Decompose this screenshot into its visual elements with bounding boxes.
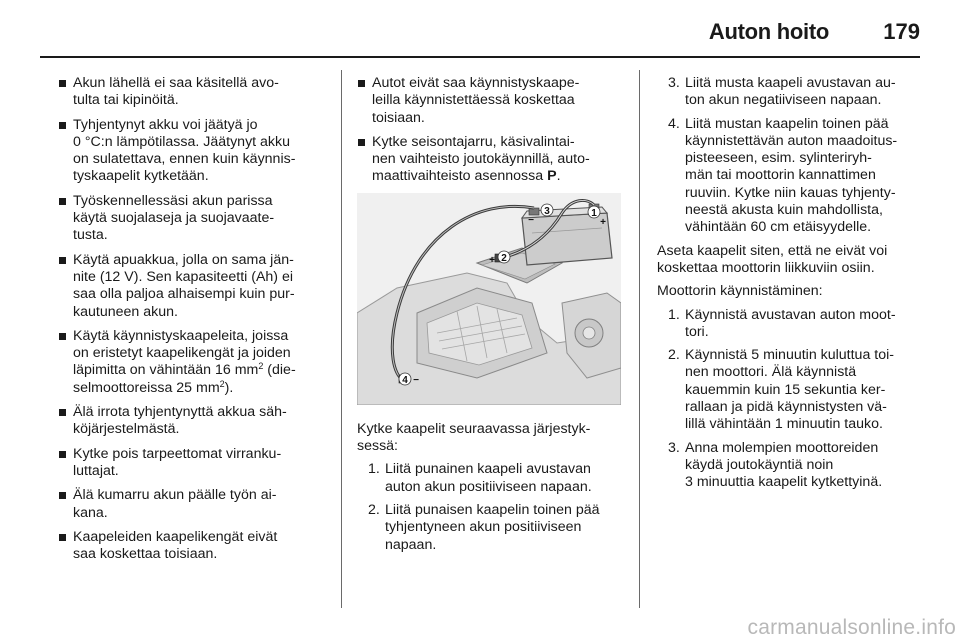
bullet-item: Kytke pois tarpeettomat virranku- luttajat. [58,446,324,481]
bullet-item: Kaapeleiden kaapelikengät eivät saa koskettaa toisiaan. [58,529,324,564]
jump-start-illustration [357,193,621,405]
bullet-item: Akun lähellä ei saa käsitellä avo- tulta tai kipinöitä. [58,75,324,110]
bullet-item-gear-position: Kytke seisontajarru, käsivalintai- nen vaihteisto joutokäynnillä, auto- maattivaihteisto asennossa P. [357,134,622,186]
safety-bullet-list [58,75,324,563]
bullet-item: Tyhjentynyt akku voi jäätyä jo 0 °C:n lämpötilassa. Jäätynyt akku on sulatettava, ennen kuin käynnis- tyskaapelit kytketään. [58,117,324,186]
preparation-bullet-list [357,75,622,186]
column-divider-2 [639,70,640,608]
column-divider-1 [341,70,342,608]
figure-label-4: 4 [402,374,408,386]
connection-order-intro: Kytke kaapelit seuraavassa järjestyk- sessä: [357,420,591,455]
connection-steps-list [357,461,622,553]
bullet-item: Työskennellessäsi akun parissa käytä suojalaseja ja suojavaate- tusta. [58,193,324,245]
cable-routing-note: Aseta kaapelit siten, että ne eivät voi koskettaa moottorin liikkuviin osiin. [657,242,888,276]
bullet-item: Autot eivät saa käynnistyskaape- leilla käynnistettäessä koskettaa toisiaan. [357,75,622,127]
column-3 [657,75,921,498]
engine-start-heading: Moottorin käynnistäminen: [657,283,823,300]
figure-label-1: 1 [591,207,597,219]
column-1 [58,75,324,570]
engine-bay-drawing [357,193,621,405]
bullet-item: Käytä apuakkua, jolla on sama jän- nite (12 V). Sen kapasiteetti (Ah) ei saa olla paljoa alhaisempi kuin pur- kautuneen akun. [58,252,324,321]
step-item: 3. Anna molempien moottoreiden käydä joutokäyntiä noin 3 minuuttia kaapelit kytkettyinä. [668,439,883,491]
figure-plus-sign-terminal: + [489,254,495,266]
page-number: 179 [883,19,920,44]
figure-label-2: 2 [501,252,507,264]
step-item: 1. Liitä punainen kaapeli avustavan auton akun positiiviseen napaan. [368,461,592,495]
header-rule [40,56,920,58]
bullet-item-cable-size: Käytä käynnistyskaapeleita, joissa on eristetyt kaapelikengät ja joiden läpimitta on vähintään 16 $mm^2$ (die- selmoottoreissa 25 $mm^2$). [58,328,324,397]
connection-steps-continued [657,75,921,237]
engine-start-steps-list [657,307,921,492]
watermark-text: carmanualsonline.info [747,616,956,639]
bullet-item: Älä irrota tyhjentynyttä akkua säh- köjärjestelmästä. [58,404,324,439]
step-item: 1. Käynnistä avustavan auton moot- tori. [668,306,896,340]
step-item: 4. Liitä mustan kaapelin toinen pää käynnistettävän auton maadoitus- pisteeseen, esim. sylinteriryh- män tai moottorin kannattimen ruuviin. Kytke niin kauas tyhjenty- neestä akusta kuin mahdollista, vähintään 60 cm etäisyydelle. [668,115,898,236]
figure-minus-sign-ground: − [413,374,419,386]
figure-plus-sign-battery: + [600,216,606,228]
step-item: 2. Käynnistä 5 minuutin kuluttua toi- nen moottori. Älä käynnistä kauemmin kuin 15 sekuntia ker- rallaan ja pidä käynnistysten vä- lillä vähintään 1 minuutin tauko. [668,347,894,433]
figure-label-3: 3 [544,205,550,217]
figure-minus-sign-battery: − [528,214,534,226]
bullet-item: Älä kumarru akun päälle työn ai- kana. [58,487,324,522]
column-2 [357,75,622,560]
step-item: 2. Liitä punaisen kaapelin toinen pää tyhjentyneen akun positiiviseen napaan. [368,501,600,553]
step-item: 3. Liitä musta kaapeli avustavan au- ton akun negatiiviseen napaan. [668,75,896,109]
page-section-title: Auton hoito [708,19,829,44]
